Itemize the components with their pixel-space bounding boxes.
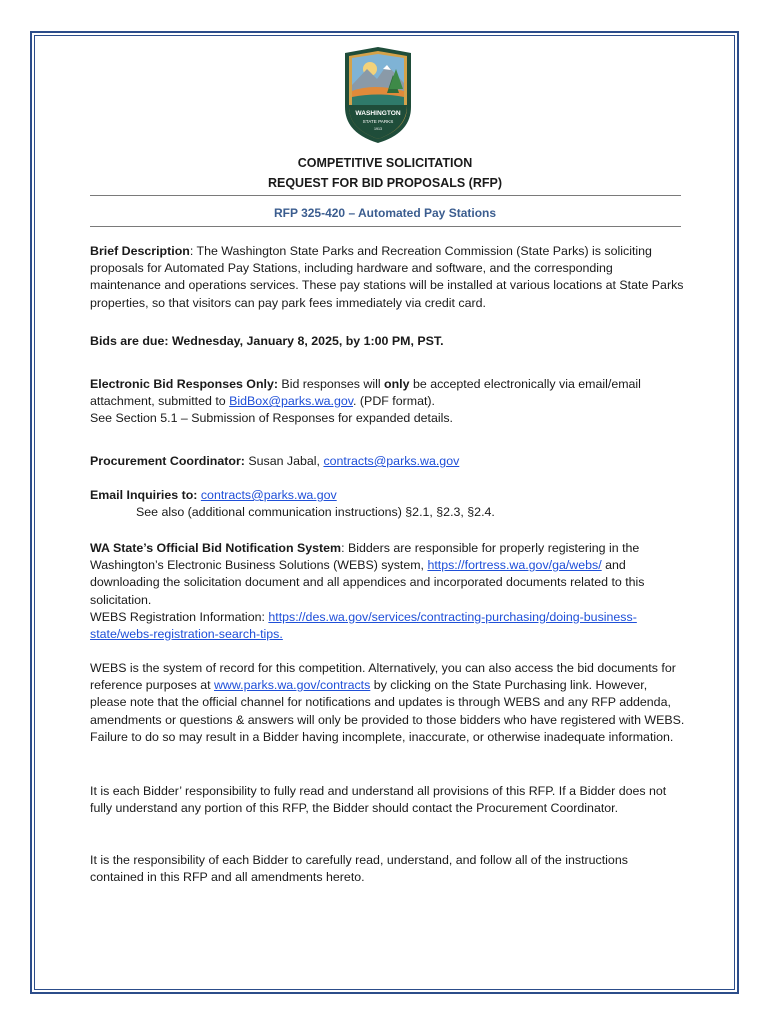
webs-registration-link[interactable]: https://des.wa.gov/services/contracting-purchasing/doing-business-state/webs-registration-search-tips. — [90, 609, 637, 642]
parks-contracts-link[interactable]: www.parks.wa.gov/contracts — [213, 678, 371, 693]
bidder-responsibility-2: It is the responsibility of each Bidder to carefully read, understand, and follow all of the instructions contained in this RFP and all amendments hereto. — [90, 853, 628, 885]
electronic-text1: Bid responses will — [277, 377, 385, 391]
bids-due — [90, 333, 685, 350]
electronic-text2: be accepted electronically via email/email attachment, submitted to — [90, 377, 641, 409]
divider-top — [90, 195, 681, 196]
procurement-coordinator — [90, 453, 685, 470]
washington-state-parks-logo — [343, 45, 413, 145]
brief-text: : The Washington State Parks and Recreation Commission (State Parks) is soliciting proposals for Automated Pay Stations, including hardware and software, and the corresponding maintenance and operations services. These pay stations will be installed at various locations at State Parks properties, so that visitors can pay park fees immediately via credit card. — [90, 244, 684, 310]
record-text2: by clicking on the State Purchasing link. However, please note that the official channel for notifications and updates is through WEBS and any RFP addenda, amendments or questions & answers will only be provided to those bidders who have registered with WEBS. Failure to do so may result in a Bidder having incomplete, inaccurate, or otherwise inadequate information. — [90, 678, 685, 744]
doc-title-line1: COMPETITIVE SOLICITATION — [297, 156, 473, 170]
logo-text-year: 1913 — [374, 127, 382, 131]
bidbox-email-link[interactable]: BidBox@parks.wa.gov — [229, 394, 354, 409]
record-text1: WEBS is the system of record for this competition. Alternatively, you can also access the bid documents for reference purposes at — [90, 661, 676, 693]
electronic-only: only — [384, 377, 410, 391]
logo-text-bottom: STATE PARKS — [362, 119, 394, 124]
bidder-responsibility-1: It is each Bidder’ responsibility to fully read and understand all provisions of this RFP. If a Bidder does not fully understand any portion of this RFP, the Bidder should contact the Procurement Coordinator. — [90, 784, 667, 816]
webs-registration-label: WEBS Registration Information: — [90, 609, 269, 624]
system-of-record — [90, 660, 685, 746]
webs-label: WA State’s Official Bid Notification System — [90, 541, 342, 555]
due-label: Bids are due — [90, 334, 165, 348]
webs-fortress-link[interactable]: https://fortress.wa.gov/ga/webs/ — [427, 558, 602, 573]
brief-label: Brief Description — [90, 244, 190, 258]
inquiries-label: Email Inquiries to: — [90, 488, 198, 502]
divider-bottom — [90, 226, 681, 227]
logo-text-top: WASHINGTON — [355, 110, 401, 117]
email-inquiries — [90, 487, 685, 521]
coordinator-email-link[interactable]: contracts@parks.wa.gov — [323, 454, 460, 468]
coordinator-label: Procurement Coordinator: — [90, 454, 245, 468]
coordinator-name: Susan Jabal, — [244, 454, 324, 468]
due-text: : Wednesday, January 8, 2025, by 1:00 PM, PST. — [164, 334, 444, 348]
rfp-number-title: RFP 325-420 – Automated Pay Stations — [273, 206, 497, 220]
brief-description — [90, 243, 685, 312]
webs-notification — [90, 540, 685, 643]
electronic-label: Electronic Bid Responses Only: — [90, 377, 278, 391]
electronic-text3: . (PDF format). — [353, 394, 435, 409]
webs-text1: : Bidders are responsible for properly registering in the Washington’s Electronic Business Solutions (WEBS) system, — [90, 541, 640, 573]
doc-title-line2: REQUEST FOR BID PROPOSALS (RFP) — [267, 176, 503, 190]
electronic-responses — [90, 376, 685, 428]
electronic-section-ref: See Section 5.1 – Submission of Responses for expanded details. — [90, 411, 453, 426]
webs-text2: and downloading the solicitation document and all appendices and incorporated documents related to this solicitation. — [90, 558, 645, 607]
inquiries-email-link[interactable]: contracts@parks.wa.gov — [200, 488, 337, 502]
inquiries-note: See also (additional communication instructions) §2.1, §2.3, §2.4. — [136, 505, 495, 520]
